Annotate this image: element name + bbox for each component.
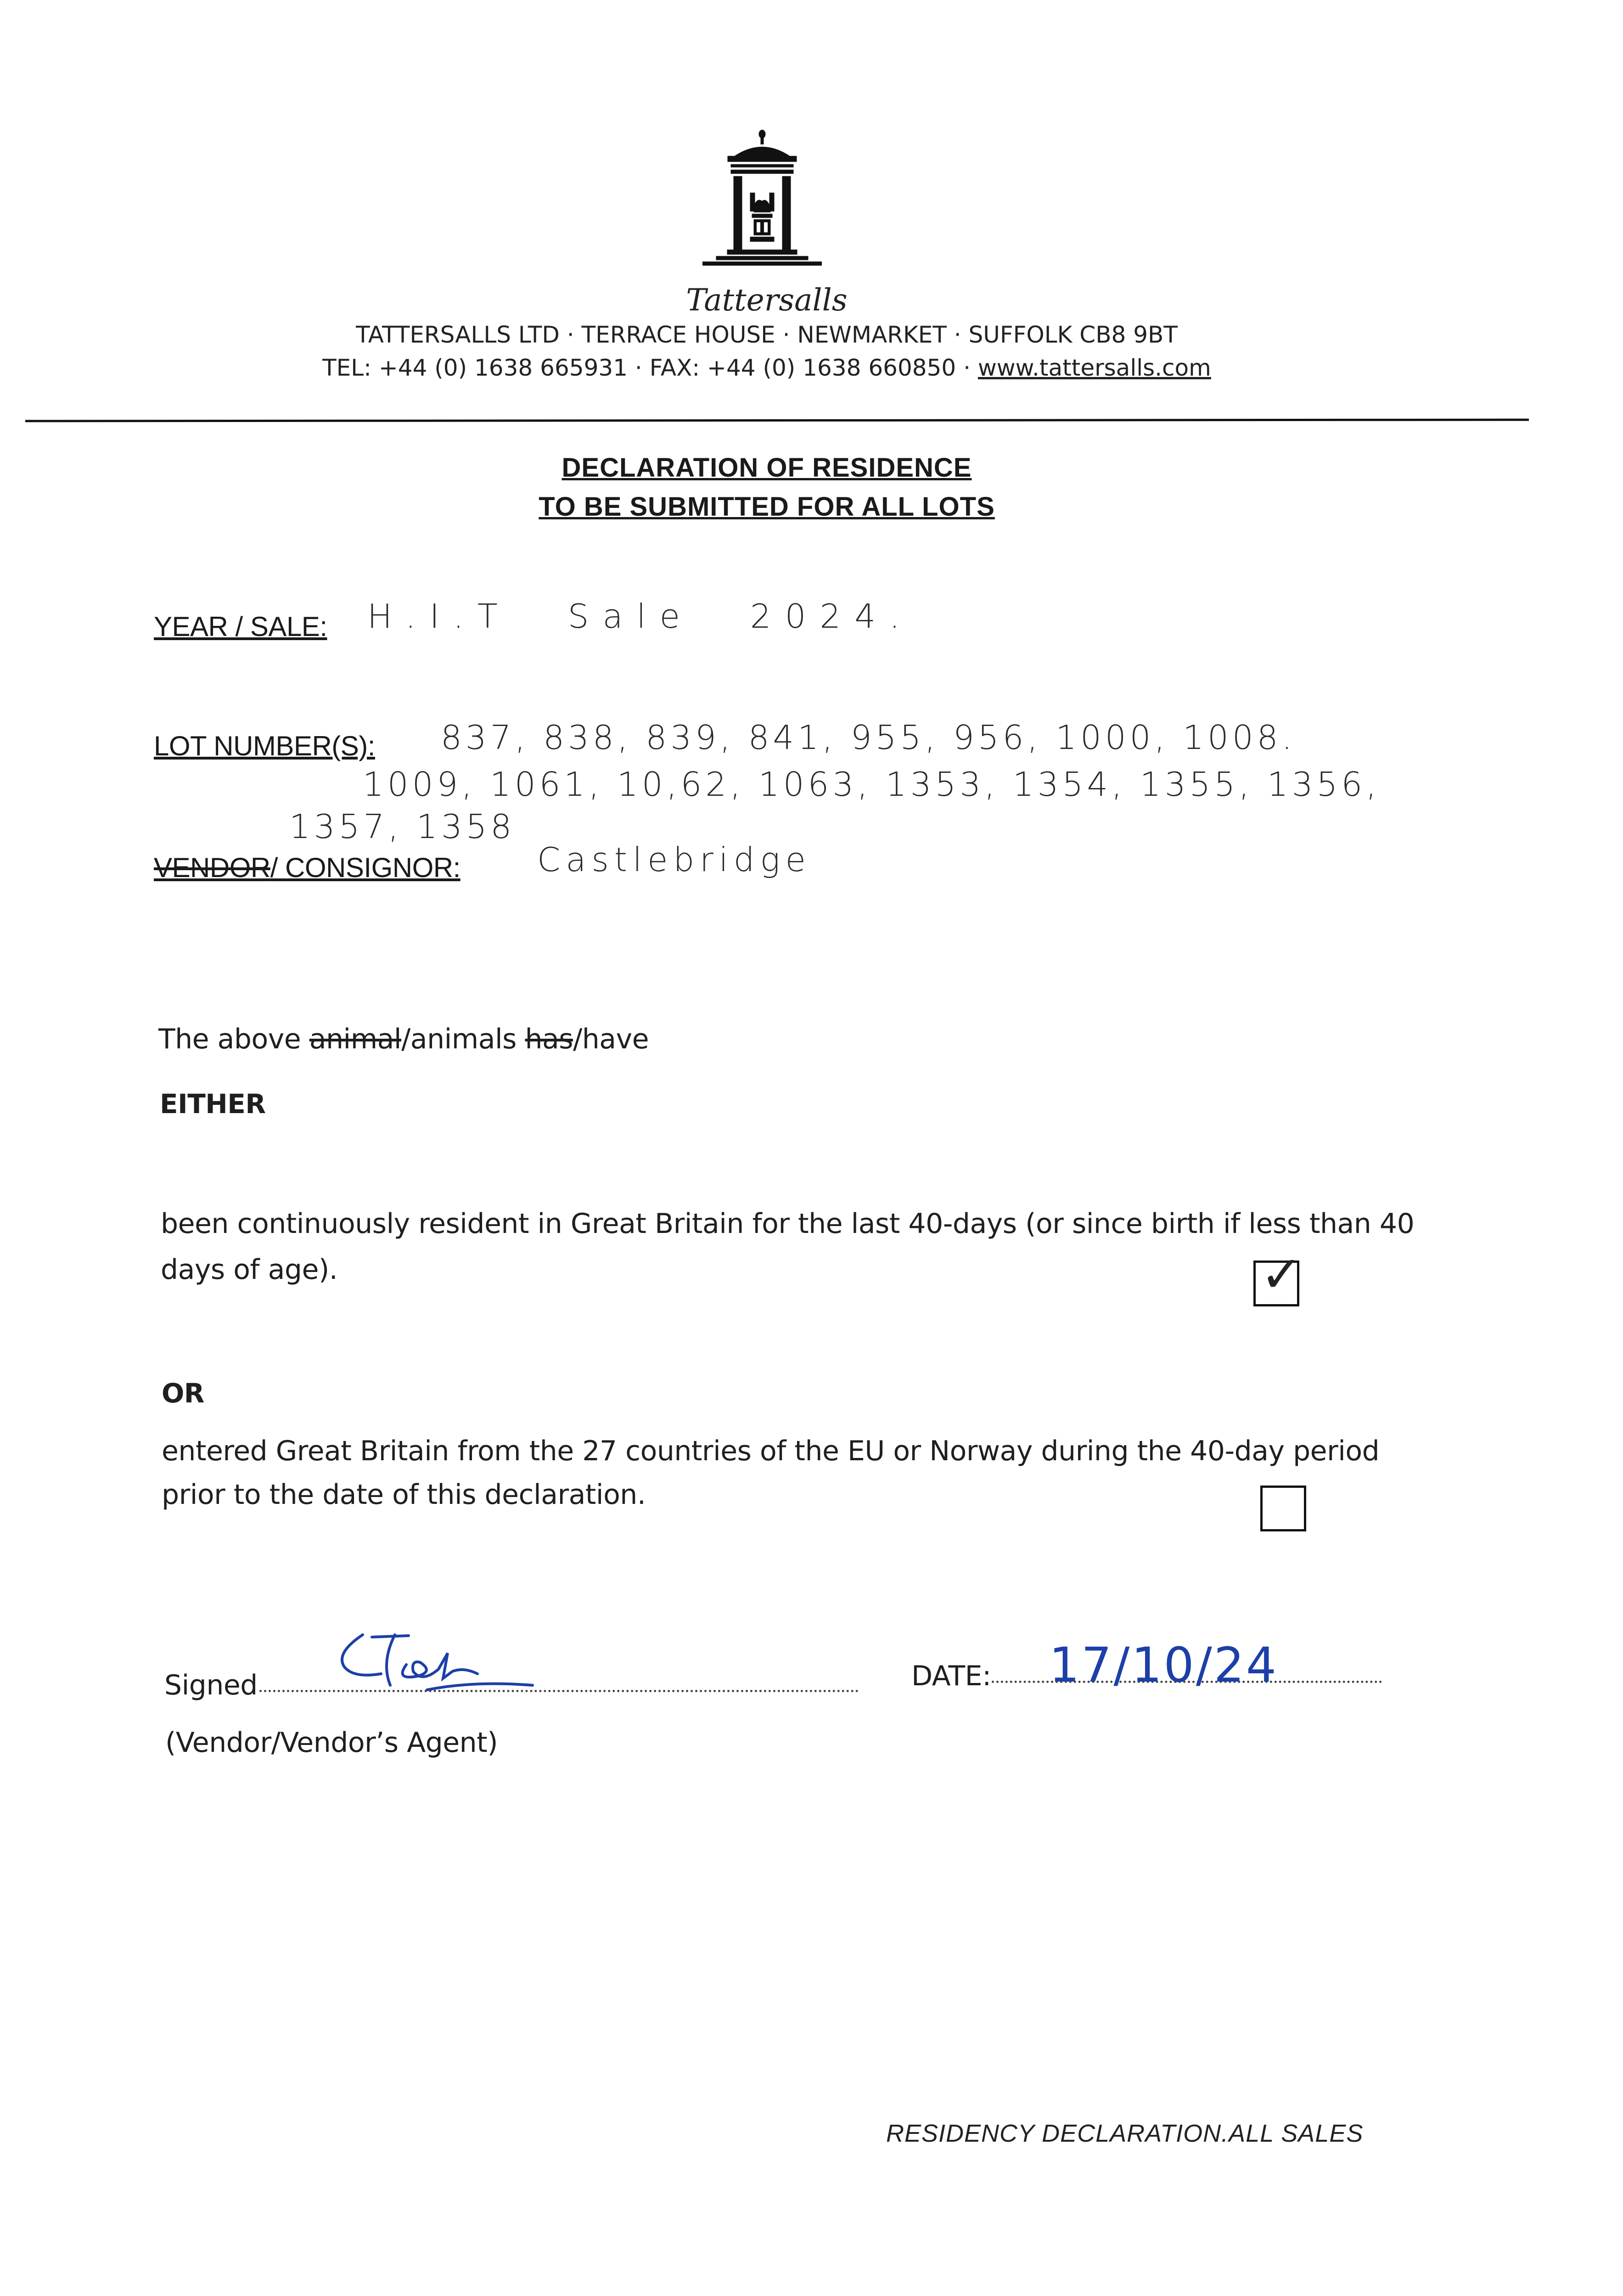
website-link[interactable]: www.tattersalls.com [977, 355, 1211, 381]
lot-numbers-line: 1357, 1358 [289, 807, 516, 846]
company-contact [0, 355, 1533, 381]
consignor-label [154, 852, 461, 884]
consignor-value: Castlebridge [537, 840, 811, 879]
animal-struck: animal [309, 1023, 402, 1055]
signed-label: Signed [164, 1669, 258, 1701]
tattersalls-logo [702, 129, 822, 285]
year-sale-label: YEAR / SALE: [154, 611, 327, 642]
contact-numbers: TEL: +44 (0) 1638 665931 · FAX: +44 (0) 1638 660850 · [322, 355, 978, 381]
statement-prefix: The above [158, 1023, 309, 1055]
company-address: TATTERSALLS LTD · TERRACE HOUSE · NEWMARKET · SUFFOLK CB8 9BT [356, 321, 1178, 348]
document-title: DECLARATION OF RESIDENCE [562, 453, 972, 483]
statement-intro [158, 1023, 649, 1055]
footer-label: RESIDENCY DECLARATION.ALL SALES [886, 2120, 1364, 2147]
has-struck: has [525, 1023, 573, 1055]
option2-line2: prior to the date of this declaration. [162, 1479, 646, 1511]
either-label: EITHER [160, 1088, 266, 1120]
check-mark-icon: ✓ [1260, 1245, 1303, 1304]
document-subtitle: TO BE SUBMITTED FOR ALL LOTS [539, 492, 995, 522]
animals-text: /animals [401, 1023, 525, 1055]
option2-line1: entered Great Britain from the 27 countries of the EU or Norway during the 40-day period [162, 1435, 1380, 1467]
lot-numbers-line: 837, 838, 839, 841, 955, 956, 1000, 1008. [441, 718, 1296, 757]
year-sale-value: H.I.T Sale 2024. [367, 597, 914, 636]
lot-numbers-line: 1009, 1061, 10,62, 1063, 1353, 1354, 1355, 1356, [363, 765, 1381, 804]
option1-line2: days of age). [161, 1254, 338, 1286]
brand-name: Tattersalls [686, 282, 848, 318]
signer-role: (Vendor/Vendor’s Agent) [165, 1727, 498, 1759]
vendor-struck: VENDOR [154, 852, 270, 883]
or-label: OR [162, 1378, 204, 1409]
option1-line1: been continuously resident in Great Britain for the last 40-days (or since birth if less than 40 [161, 1208, 1415, 1240]
consignor-text: / CONSIGNOR: [270, 852, 461, 883]
date-label: DATE: [911, 1660, 991, 1692]
handwritten-signature [326, 1626, 546, 1699]
date-value: 17/10/24 [1049, 1637, 1279, 1693]
header-divider [25, 419, 1529, 422]
have-text: /have [573, 1023, 649, 1055]
lot-numbers-value [289, 714, 1556, 850]
lot-numbers-label: LOT NUMBER(S): [154, 731, 375, 761]
option2-checkbox[interactable] [1260, 1486, 1306, 1531]
